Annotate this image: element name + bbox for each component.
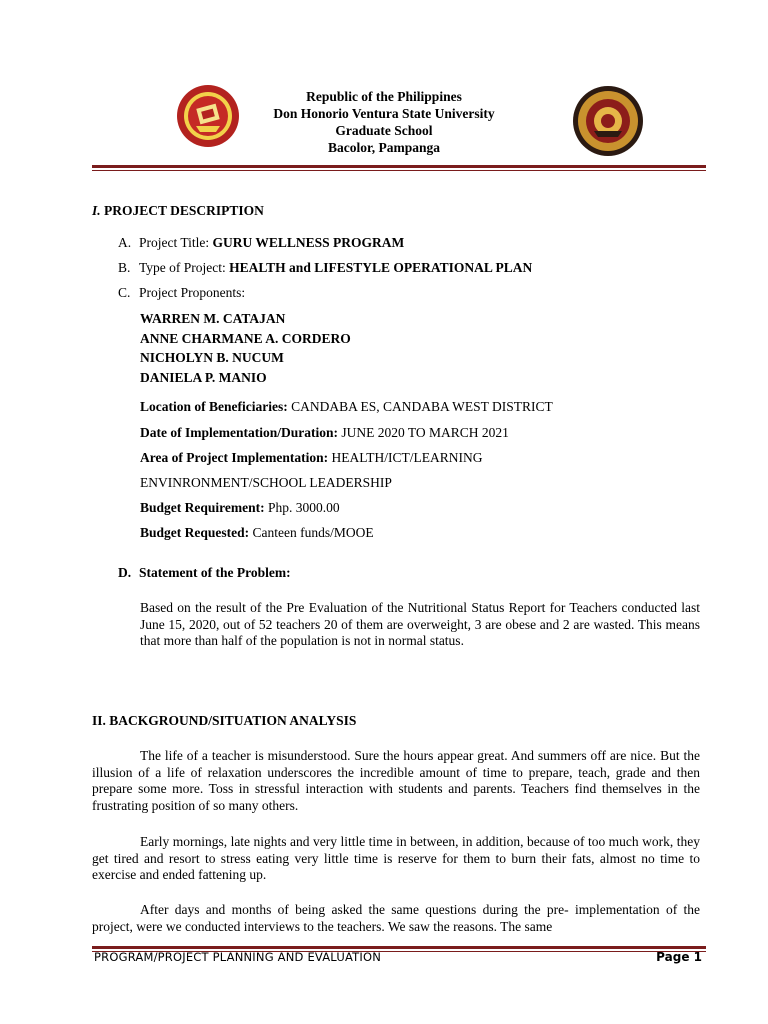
item-text: Project Proponents: — [139, 285, 246, 300]
section-1-number: I. — [92, 203, 101, 218]
field-label: Date of Implementation/Duration: — [140, 425, 342, 440]
field-label: Budget Requested: — [140, 525, 253, 540]
header-divider-thin — [92, 170, 706, 171]
field-label: Location of Beneficiaries: — [140, 399, 292, 414]
item-label: A. — [118, 235, 132, 250]
field-value: ENVINRONMENT/SCHOOL LEADERSHIP — [140, 475, 392, 490]
proponents-list — [140, 309, 351, 387]
statement-label: D. — [118, 565, 132, 580]
statement-paragraph: Based on the result of the Pre Evaluation of the Nutritional Status Report for Teachers conducted last June 15, 2020, out of 52 teachers 20 of them are overweight, 3 are obese and 2 are wasted. This means that more than half of the population is not in normal status. — [140, 600, 700, 649]
field-value: Canteen funds/MOOE — [252, 525, 374, 540]
budget-requirement-field — [140, 500, 340, 516]
proponent-name: ANNE CHARMANE A. CORDERO — [140, 330, 351, 346]
budget-requested-field — [140, 525, 374, 541]
header-divider — [92, 165, 706, 168]
field-value: Php. 3000.00 — [268, 500, 340, 515]
background-paragraph-3: After days and months of being asked the same questions during the pre- implementation of the project, were we conducted interviews to the teachers. We saw the reasons. The same — [92, 902, 700, 934]
project-type-item — [118, 260, 532, 276]
statement-title: Statement of the Problem: — [139, 565, 291, 580]
graduate-school-seal-logo — [572, 85, 644, 157]
header-school: Graduate School — [335, 123, 433, 138]
item-text: Type of Project: — [139, 260, 230, 275]
field-value: CANDABA ES, CANDABA WEST DISTRICT — [291, 399, 553, 414]
section-1-title: PROJECT DESCRIPTION — [104, 203, 264, 218]
header-country: Republic of the Philippines — [306, 89, 462, 104]
background-paragraph-2: Early mornings, late nights and very little time in between, in addition, because of too much work, they get tired and resort to stress eating very little time is reserve for them to burn their fats, almost no time to exercise and ended fattening up. — [92, 834, 700, 883]
item-text: Project Title: — [139, 235, 213, 250]
field-value: HEALTH/ICT/LEARNING — [331, 450, 483, 465]
document-header — [200, 88, 568, 156]
section-1-heading — [92, 203, 264, 219]
footer-divider — [92, 946, 706, 949]
footer-course-title: PROGRAM/PROJECT PLANNING AND EVALUATION — [94, 950, 382, 964]
date-field — [140, 425, 509, 441]
header-university: Don Honorio Ventura State University — [273, 106, 495, 121]
location-field — [140, 399, 553, 415]
field-label: Budget Requirement: — [140, 500, 268, 515]
project-proponents-item — [118, 285, 245, 301]
section-2-heading: II. BACKGROUND/SITUATION ANALYSIS — [92, 713, 357, 728]
statement-heading — [118, 565, 291, 581]
proponent-name: NICHOLYN B. NUCUM — [140, 350, 284, 365]
background-paragraph-1: The life of a teacher is misunderstood. Sure the hours appear great. And summers off are nice. But the illusion of a life of relaxation underscores the incredible amount of time to prepare, teach, grade and then prepare some more. Toss in stressful interaction with students and parents. Teachers find themselves in the frustrating position of so many others. — [92, 748, 700, 813]
item-label: B. — [118, 260, 131, 275]
item-label: C. — [118, 285, 131, 300]
proponent-name: WARREN M. CATAJAN — [140, 311, 286, 326]
area-field — [140, 450, 482, 466]
area-field-continued — [140, 475, 392, 491]
page-number: Page 1 — [656, 950, 702, 964]
proponent-name: DANIELA P. MANIO — [140, 369, 267, 385]
field-value: JUNE 2020 TO MARCH 2021 — [341, 425, 509, 440]
header-location: Bacolor, Pampanga — [327, 140, 440, 155]
field-label: Area of Project Implementation: — [140, 450, 332, 465]
item-value: GURU WELLNESS PROGRAM — [212, 235, 405, 250]
item-value: HEALTH and LIFESTYLE OPERATIONAL PLAN — [229, 260, 533, 275]
project-title-item — [118, 235, 404, 251]
